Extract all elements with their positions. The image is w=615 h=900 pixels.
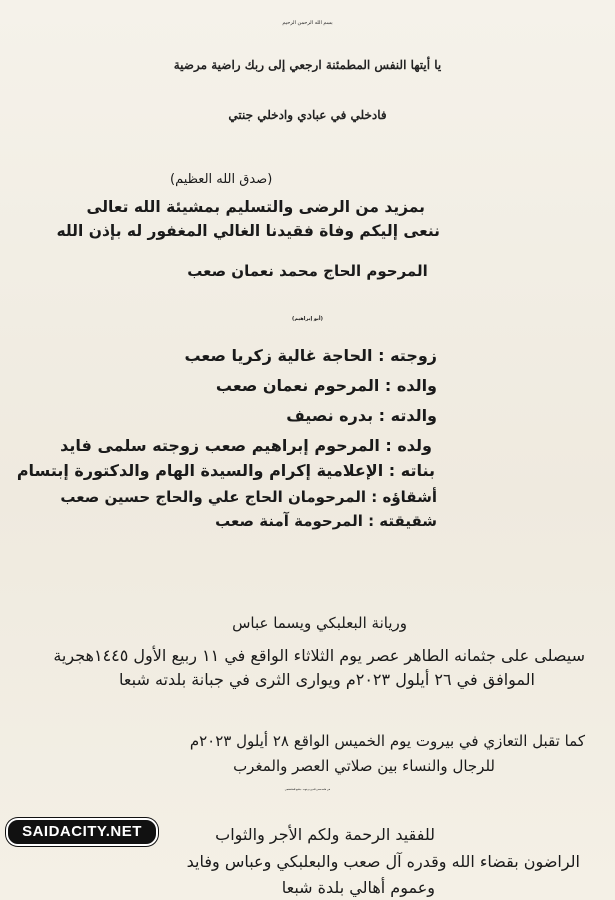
family-father: والده : المرحوم نعمان صعب	[215, 376, 437, 395]
deceased-kunya: (أبو إبراهيم)	[292, 316, 323, 322]
basmala: بسم الله الرحمن الرحيم	[282, 20, 333, 26]
deceased-name: المرحوم الحاج محمد نعمان صعب	[187, 262, 428, 280]
family-son: ولده : المرحوم إبراهيم صعب زوجته سلمى فايد	[60, 436, 432, 455]
family-daughters: بناته : الإعلامية إكرام والسيدة الهام والدكتورة إبتسام	[16, 461, 435, 480]
funeral-line-2: الموافق في ٢٦ أيلول ٢٠٢٣م ويوارى الثرى في جبانة بلدته شبعا	[119, 670, 535, 689]
condolences-venue: في قاعة محي الدين برغوت - جامع الخاشقجي	[284, 789, 331, 791]
condolences-line-2: كما تقبل التعازي في بيروت يوم الخميس الواقع ٢٨ أيلول ٢٠٢٣م	[189, 732, 585, 750]
family-mother: والدته : بدره نصيف	[286, 406, 437, 425]
closing-line-3: وعموم أهالي بلدة شبعا	[281, 878, 435, 897]
family-brothers: أشقاؤه : المرحومان الحاج علي والحاج حسين صعب	[60, 488, 437, 506]
closing-line-1: للفقيد الرحمة ولكم الأجر والثواب	[215, 825, 435, 844]
family-sister: شقيقته : المرحومة آمنة صعب	[215, 512, 437, 530]
closing-line-2: الراضون بقضاء الله وقدره آل صعب والبعلبكي وعباس وفايد	[186, 852, 580, 871]
saidacity-watermark-logo: SAIDACITY.NET	[6, 818, 158, 846]
condolences-line-3: للرجال والنساء بين صلاتي العصر والمغرب	[233, 757, 495, 775]
family-granddaughters-2: وريانة البعلبكي ويسما عباس	[232, 614, 407, 632]
sadaq-allah: (صدق الله العظيم)	[170, 172, 273, 187]
quran-verse-line-1: يا أيتها النفس المطمئنة ارجعي إلى ربك راضية مرضية	[173, 58, 442, 72]
funeral-line-1: سيصلى على جثمانه الطاهر عصر يوم الثلاثاء الواقع في ١١ ربيع الأول ١٤٤٥هجرية	[53, 646, 585, 665]
quran-verse-line-2: فادخلي في عبادي وادخلي جنتي	[228, 108, 387, 122]
intro-line-1: بمزيد من الرضى والتسليم بمشيئة الله تعالى	[86, 198, 425, 216]
family-wife: زوجته : الحاجة غالية زكريا صعب	[184, 346, 437, 365]
intro-line-2: ننعى إليكم وفاة فقيدنا الغالي المغفور له بإذن الله	[56, 222, 440, 240]
